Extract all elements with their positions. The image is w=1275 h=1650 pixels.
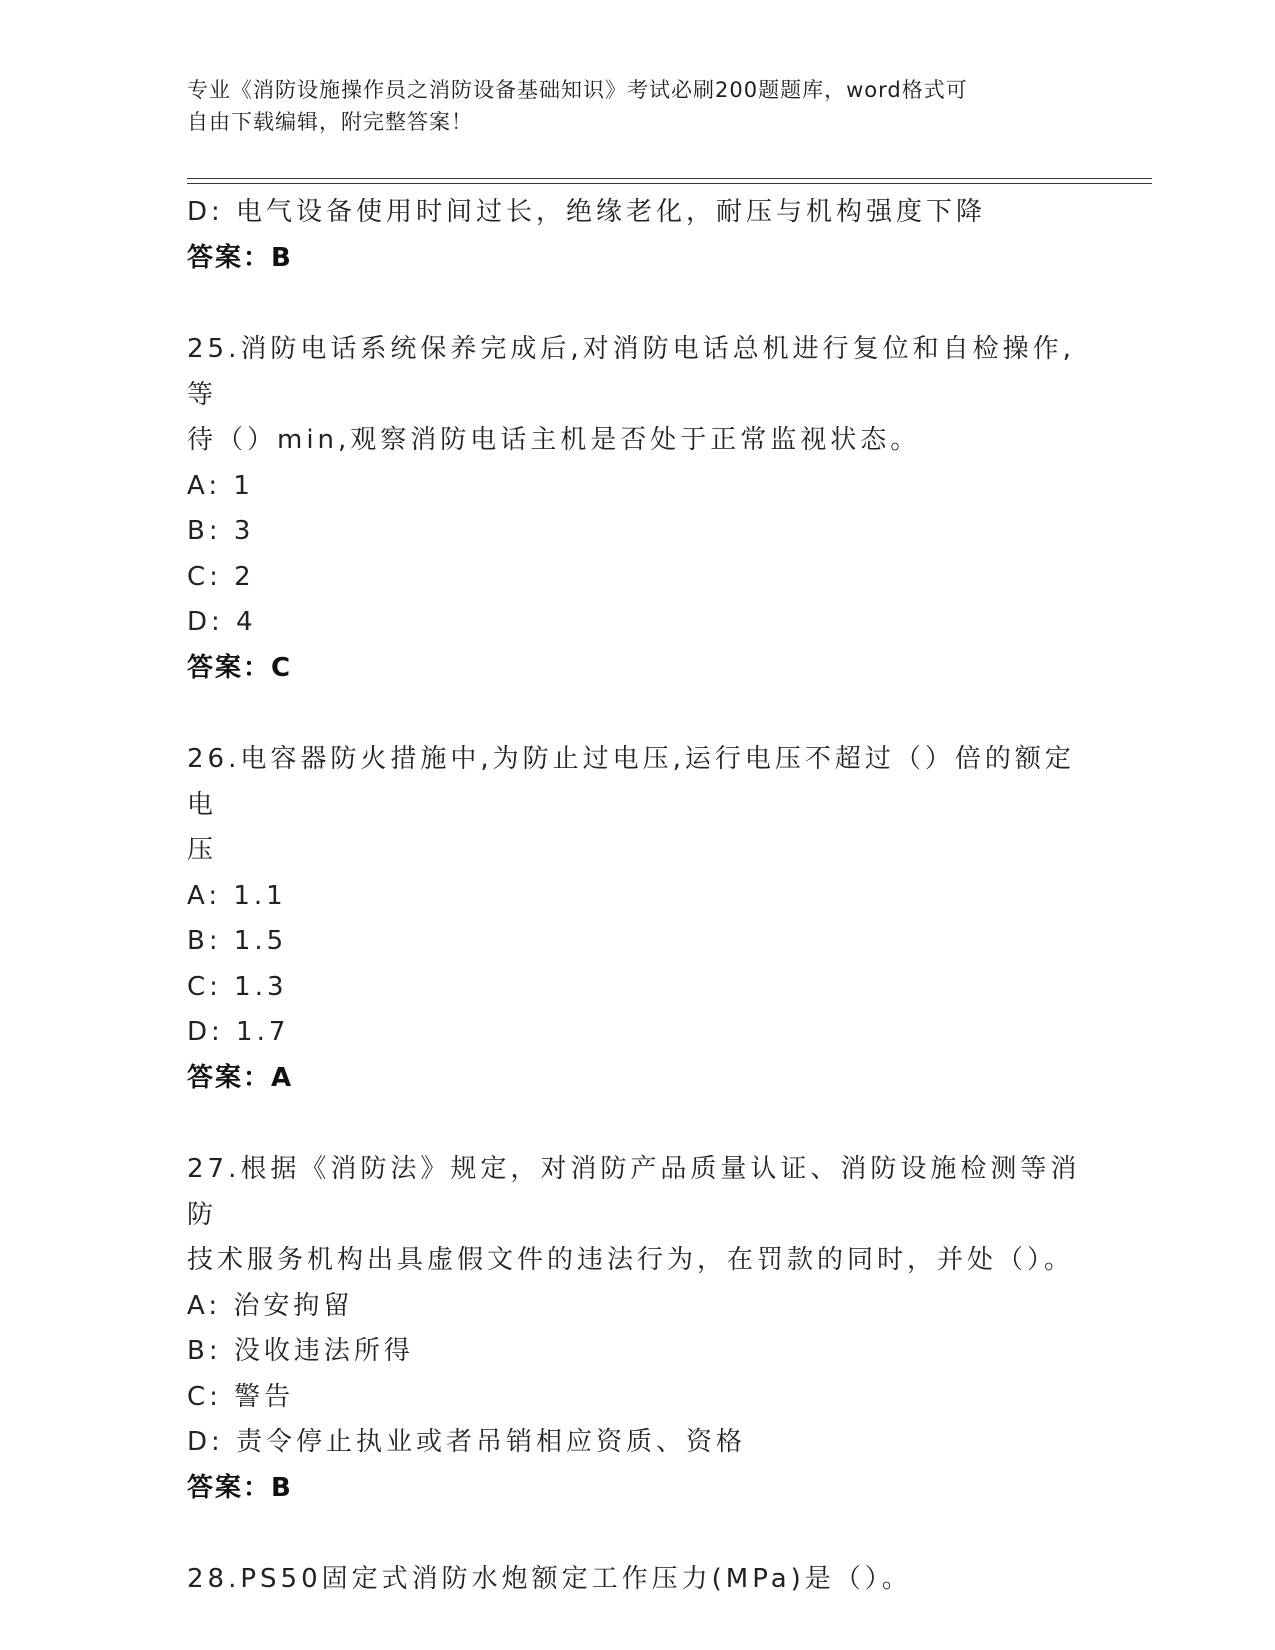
option-b: B: 3 bbox=[187, 516, 255, 546]
header-title-line-2: 自由下载编辑，附完整答案！ bbox=[187, 110, 473, 134]
question-text-line: 28.PS50固定式消防水炮额定工作压力(MPa)是（）。 bbox=[187, 1564, 912, 1594]
option-a: A: 1 bbox=[187, 470, 254, 501]
option-b: B: 1.5 bbox=[187, 926, 288, 956]
answer-line: 答案：C bbox=[187, 652, 293, 683]
header-divider-top bbox=[187, 178, 1152, 179]
question-text-line: 待（）min,观察消防电话主机是否处于正常监视状态。 bbox=[187, 425, 921, 455]
document-header bbox=[187, 74, 1067, 138]
question-text-line: 技术服务机构出具虚假文件的违法行为，在罚款的同时，并处（）。 bbox=[187, 1245, 1075, 1275]
question-28 bbox=[187, 1557, 1087, 1603]
option-b: B: 没收违法所得 bbox=[187, 1336, 414, 1366]
option-a: A: 治安拘留 bbox=[187, 1290, 354, 1321]
question-list bbox=[187, 190, 1087, 1603]
option-c: C: 1.3 bbox=[187, 971, 288, 1002]
option-d: D: 电气设备使用时间过长，绝缘老化，耐压与机构强度下降 bbox=[187, 197, 987, 227]
question-25 bbox=[187, 327, 1087, 691]
option-d: D: 责令停止执业或者吊销相应资质、资格 bbox=[187, 1427, 747, 1457]
question-27 bbox=[187, 1147, 1087, 1511]
option-c: C: 2 bbox=[187, 561, 255, 592]
option-d: D: 1.7 bbox=[187, 1017, 290, 1047]
answer-line: 答案：B bbox=[187, 242, 293, 273]
answer-line: 答案：A bbox=[187, 1062, 294, 1093]
question-text-line: 26.电容器防火措施中,为防止过电压,运行电压不超过（）倍的额定电 bbox=[187, 744, 1075, 820]
previous-question-tail bbox=[187, 190, 1087, 281]
option-a: A: 1.1 bbox=[187, 880, 287, 911]
answer-line: 答案：B bbox=[187, 1472, 293, 1503]
question-text-line: 25.消防电话系统保养完成后,对消防电话总机进行复位和自检操作,等 bbox=[187, 334, 1075, 410]
option-d: D: 4 bbox=[187, 607, 257, 637]
question-text-line: 27.根据《消防法》规定，对消防产品质量认证、消防设施检测等消防 bbox=[187, 1154, 1081, 1230]
question-text-line: 压 bbox=[187, 835, 218, 865]
header-divider-bottom bbox=[187, 183, 1152, 184]
question-26 bbox=[187, 737, 1087, 1101]
option-c: C: 警告 bbox=[187, 1381, 295, 1412]
header-title-line-1: 专业《消防设施操作员之消防设备基础知识》考试必刷200题题库，word格式可 bbox=[187, 78, 968, 102]
